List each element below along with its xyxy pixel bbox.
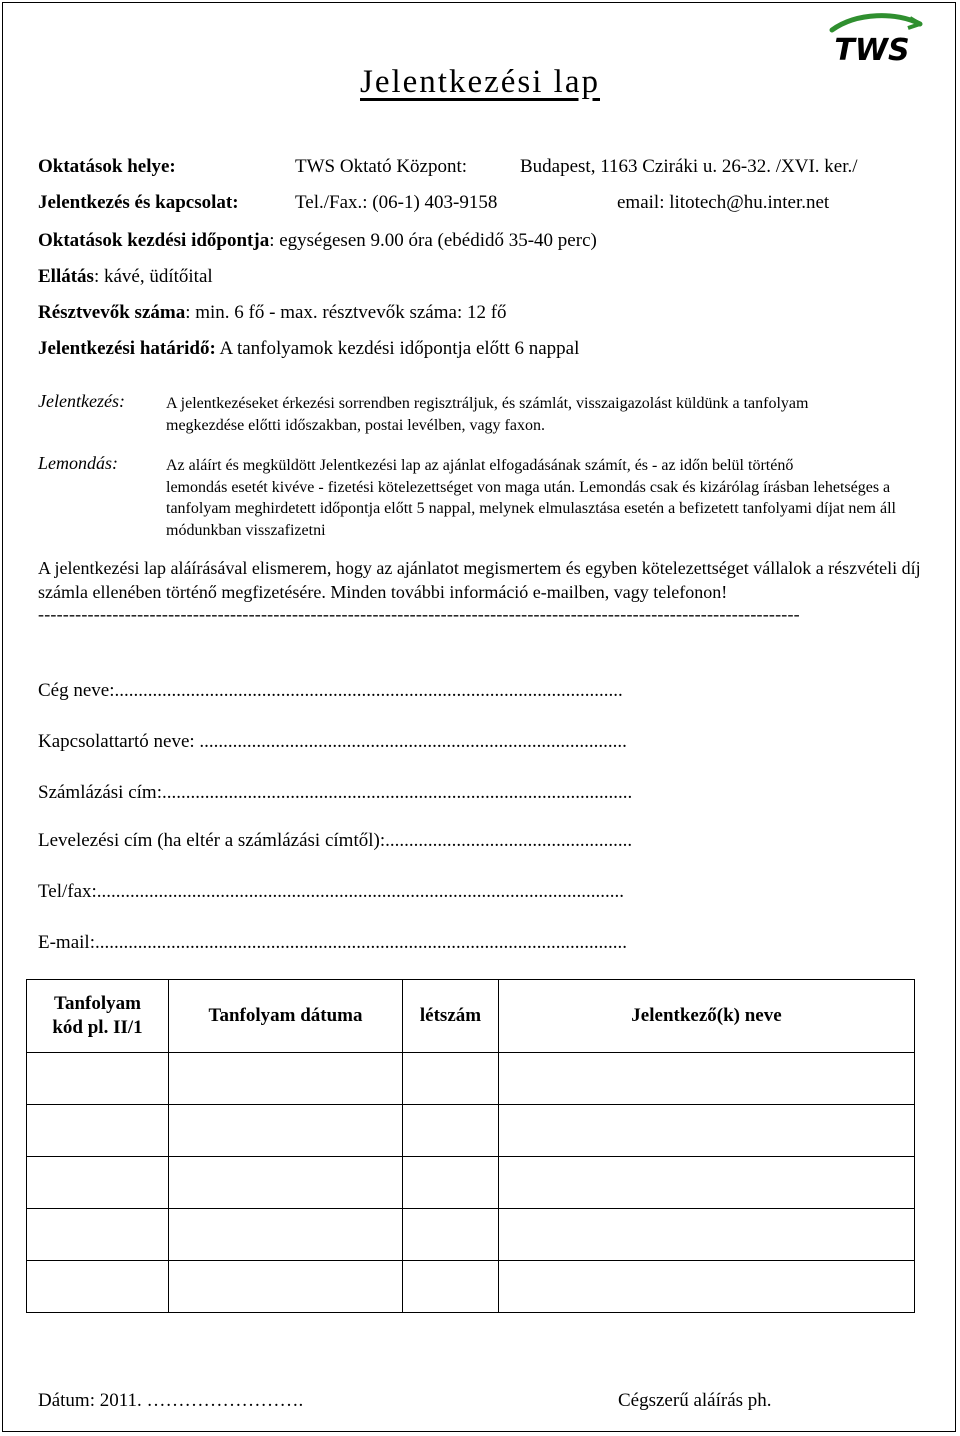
table-row [27, 1261, 915, 1313]
kapcsolat-tel: Tel./Fax.: (06-1) 403-9158 [295, 192, 498, 213]
kezdes-value: : egységesen 9.00 óra (ebédidő 35-40 perc) [269, 230, 597, 251]
ceg-field[interactable]: Cég neve:........................................................................................................... [38, 680, 623, 701]
table-row [27, 1105, 915, 1157]
table-cell[interactable] [403, 1261, 499, 1313]
course-table [26, 979, 915, 1313]
datum-line: Dátum: 2011. ……………………. [38, 1390, 304, 1411]
table-cell[interactable] [169, 1105, 403, 1157]
header-datum: Tanfolyam dátuma [169, 980, 403, 1053]
table-cell[interactable] [499, 1053, 915, 1105]
table-cell[interactable] [499, 1157, 915, 1209]
resztvevok-label: Résztvevők száma [38, 302, 186, 323]
jelentkezes-label: Jelentkezés: [38, 391, 125, 411]
helye-center: TWS Oktató Központ: [295, 156, 468, 177]
helye-address: Budapest, 1163 Cziráki u. 26-32. /XVI. ker./ [520, 156, 858, 177]
lemondas-text-2: lemondás esetét kivéve - fizetési kötelezettséget von maga után. Lemondás csak és kizárólag írásban lehetséges a tanfolyam meghirdetett időpontja előtt 5 nappal, melynek elmulasztása esetén a befizetett tanfolyami díjat nem áll módunkban visszafizetni [166, 478, 896, 539]
kapcsolattarto-field[interactable]: Kapcsolattartó neve: .......................................................................................... [38, 731, 627, 752]
table-cell[interactable] [169, 1157, 403, 1209]
table-cell[interactable] [169, 1209, 403, 1261]
header-kod: Tanfolyam kód pl. II/1 [27, 980, 169, 1053]
tws-logo [822, 10, 926, 68]
table-cell[interactable] [403, 1157, 499, 1209]
table-cell[interactable] [499, 1209, 915, 1261]
table-cell[interactable] [27, 1209, 169, 1261]
szamlazasi-cim-field[interactable]: Számlázási cím:................................................................................................... [38, 782, 633, 803]
jelentkezes-text: A jelentkezéseket érkezési sorrendben regisztráljuk, és számlát, visszaigazolást küldünk a tanfolyam megkezdése előtti időszakban, postai levélben, vagy faxon. [166, 395, 809, 434]
table-cell[interactable] [403, 1105, 499, 1157]
table-cell[interactable] [403, 1053, 499, 1105]
header-letszam: létszám [403, 980, 499, 1053]
ellatas-line [38, 266, 213, 288]
levelezesi-cim-field[interactable]: Levelezési cím (ha eltér a számlázási címtől):.................................................... [38, 830, 633, 851]
hatarido-label: Jelentkezési határidő: [38, 338, 216, 359]
page-title: Jelentkezési lap [360, 64, 600, 100]
table-cell[interactable] [499, 1105, 915, 1157]
lemondas-text [166, 455, 906, 541]
signature-line: Cégszerű aláírás ph. [618, 1390, 772, 1411]
hatarido-line [38, 338, 579, 360]
ellatas-value: : kávé, üdítőital [93, 266, 213, 287]
kapcsolat-email: email: litotech@hu.inter.net [617, 192, 830, 213]
helye-label: Oktatások helye: [38, 156, 176, 177]
telfax-field[interactable]: Tel/fax:............................................................................................................... [38, 881, 625, 902]
table-cell[interactable] [169, 1053, 403, 1105]
kapcsolat-label: Jelentkezés és kapcsolat: [38, 192, 239, 213]
table-cell[interactable] [403, 1209, 499, 1261]
table-cell[interactable] [27, 1053, 169, 1105]
table-cell[interactable] [169, 1261, 403, 1313]
separator-line: --------------------------------------------------------------------------------------------------------------------------- [38, 604, 800, 624]
table-row [27, 1157, 915, 1209]
header-nev: Jelentkező(k) neve [499, 980, 915, 1053]
lemondas-text-1: Az aláírt és megküldött Jelentkezési lap az ajánlat elfogadásának számít, és - az időn belül történő [166, 457, 794, 474]
table-row [27, 1209, 915, 1261]
table-cell[interactable] [27, 1261, 169, 1313]
ellatas-label: Ellátás [38, 266, 94, 287]
kezdes-label: Oktatások kezdési időpontja [38, 230, 270, 251]
lemondas-label: Lemondás: [38, 453, 118, 473]
email-field[interactable]: E-mail:................................................................................................................ [38, 932, 627, 953]
table-cell[interactable] [27, 1105, 169, 1157]
table-cell[interactable] [499, 1261, 915, 1313]
resztvevok-value: : min. 6 fő - max. résztvevők száma: 12 fő [185, 302, 507, 323]
table-header-row [27, 980, 915, 1053]
table-cell[interactable] [27, 1157, 169, 1209]
hatarido-value: A tanfolyamok kezdési időpontja előtt 6 nappal [215, 338, 580, 359]
table-row [27, 1053, 915, 1105]
kezdes-line [38, 230, 597, 252]
resztvevok-line [38, 302, 507, 324]
logo-text: TWS [834, 33, 910, 68]
declaration: A jelentkezési lap aláírásával elismerem, hogy az ajánlatot megismertem és egyben kötelezettséget vállalok a részvételi díj számla ellenében történő megfizetésére. Minden további információ e-mailben, vagy telefonon! [38, 558, 921, 602]
